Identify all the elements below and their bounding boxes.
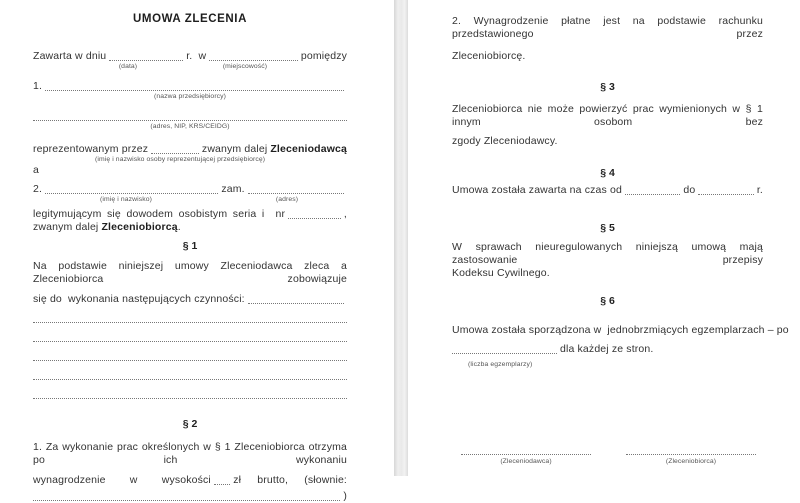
amount-words-blank [33, 500, 340, 501]
section-2-text-line-1: 1. Za wykonanie prac określonych w § 1 Zleceniobiorca otrzyma po ich wykonaniu [33, 441, 347, 466]
payment-text-line-1: 2. Wynagrodzenie płatne jest na podstawie rachunku przedstawionego przez [452, 15, 763, 40]
place-label: (miejscowość) [222, 63, 268, 70]
duration-text-3: r. [756, 184, 763, 196]
id-card-comma: , [343, 208, 347, 220]
section-3-heading: § 3 [600, 81, 615, 93]
tasks-blank-3 [33, 360, 347, 361]
document-title: UMOWA ZLECENIA [132, 13, 248, 25]
party2-name-blank [45, 193, 218, 194]
party2-labels [33, 196, 347, 204]
section-5-heading: § 5 [600, 222, 615, 234]
id-card-text: legitymującym się dowodem osobistym seria i nr [33, 208, 286, 220]
represented-text-1: reprezentowanym przez [33, 143, 149, 155]
principal-term: Zleceniodawcą [270, 143, 347, 155]
party1-line [33, 80, 347, 93]
party2-line [33, 183, 347, 196]
duration-text-1: Umowa została zawarta na czas od [452, 184, 622, 196]
principal-signature-label: (Zleceniodawca) [500, 458, 552, 465]
contractor-term: Zleceniobiorcą [101, 221, 178, 233]
party2-address-blank [248, 193, 344, 194]
signature-spacer [591, 454, 626, 466]
tasks-blank-2 [33, 341, 347, 342]
conjunction-a: a [33, 164, 39, 176]
copies-blank-2 [452, 353, 557, 354]
name-label: (imię i nazwisko) [100, 196, 152, 203]
copies-text-3: dla każdej ze stron. [560, 343, 654, 355]
date-label: (data) [118, 63, 138, 70]
represented-text-2: zwanym dalej [201, 143, 268, 155]
contractor-prefix: zwanym dalej [33, 221, 102, 233]
section-3-text-line-2: zgody Zleceniodawcy. [452, 135, 558, 147]
amount-blank [214, 484, 230, 485]
duration-text-2: do [683, 184, 696, 196]
principal-signature-line [461, 454, 591, 455]
copies-text-2: jednobrzmiących egzemplarzach – po [607, 324, 789, 336]
company-details-blank [33, 120, 347, 121]
closing-paren: ) [343, 490, 347, 502]
tasks-blank-1 [33, 322, 347, 323]
section-4-heading: § 4 [600, 167, 615, 179]
tasks-blank-0 [248, 303, 344, 304]
section-5-text-line-1: W sprawach nieuregulowanych niniejszą umową mają zastosowanie przepisy [452, 241, 763, 266]
place-blank [209, 60, 298, 61]
tasks-blank-4 [33, 379, 347, 380]
represented-line [33, 143, 347, 156]
remuneration-text-2: zł brutto, (słownie: [233, 474, 347, 486]
date-place-labels [33, 63, 347, 71]
contractor-term-line [33, 221, 347, 234]
representative-blank [151, 153, 199, 154]
section-1-text-line-2 [33, 293, 347, 306]
copies-line-1 [452, 324, 789, 337]
page-gutter [394, 0, 408, 476]
intro-text-1: Zawarta w dniu [33, 50, 107, 62]
section-3-text-line-1: Zleceniobiorca nie może powierzyć prac wymienionych w § 1 innym osobom bez [452, 103, 763, 128]
id-number-blank [288, 218, 341, 219]
contractor-period: . [177, 221, 181, 233]
contractor-signature [626, 454, 756, 466]
date-blank [109, 60, 183, 61]
company-name-blank [45, 90, 344, 91]
company-details-label: (adres, NIP, KRS/CEIDG) [150, 123, 230, 130]
representative-label: (imię i nazwisko osoby reprezentującej przedsiębiorcę) [95, 156, 266, 163]
contract-page-2 [408, 0, 800, 476]
company-name-label: (nazwa przedsiębiorcy) [153, 93, 227, 100]
duration-line [452, 184, 763, 197]
tasks-blank-5 [33, 398, 347, 399]
section-1-heading: § 1 [182, 240, 198, 252]
id-card-line [33, 208, 347, 221]
section-2-heading: § 2 [182, 418, 198, 430]
date-from-blank [625, 194, 680, 195]
signature-indent [452, 454, 461, 466]
remuneration-text-1: wynagrodzenie w wysokości [33, 474, 211, 486]
contractor-signature-label: (Zleceniobiorca) [665, 458, 717, 465]
party2-number: 2. [33, 183, 43, 195]
date-place-line [33, 50, 347, 63]
section-2-text-line-3 [33, 490, 347, 503]
party2-zam: zam. [221, 183, 245, 195]
section-5-text-line-2: Kodeksu Cywilnego. [452, 267, 550, 279]
intro-text-2: r. w [186, 50, 207, 62]
tasks-blank-lines [33, 322, 347, 399]
section-6-heading: § 6 [600, 295, 615, 307]
copies-line-2 [452, 343, 763, 356]
section-1-text-line-1: Na podstawie niniejszej umowy Zleceniodawca zleca a Zleceniobiorca zobowiązuje [33, 260, 347, 285]
contractor-signature-line [626, 454, 756, 455]
party1-number: 1. [33, 80, 43, 92]
payment-text-line-2: Zleceniobiorcę. [452, 50, 526, 62]
signature-block [452, 454, 763, 466]
principal-signature [461, 454, 591, 466]
contract-page-1 [0, 0, 394, 502]
copies-count-label: (liczba egzemplarzy) [468, 361, 533, 368]
tasks-text: się do wykonania następujących czynności: [33, 293, 245, 305]
copies-text-1: Umowa została sporządzona w [452, 324, 602, 336]
date-to-blank [698, 194, 753, 195]
address-label: (adres) [275, 196, 299, 203]
intro-text-3: pomiędzy [300, 50, 347, 62]
